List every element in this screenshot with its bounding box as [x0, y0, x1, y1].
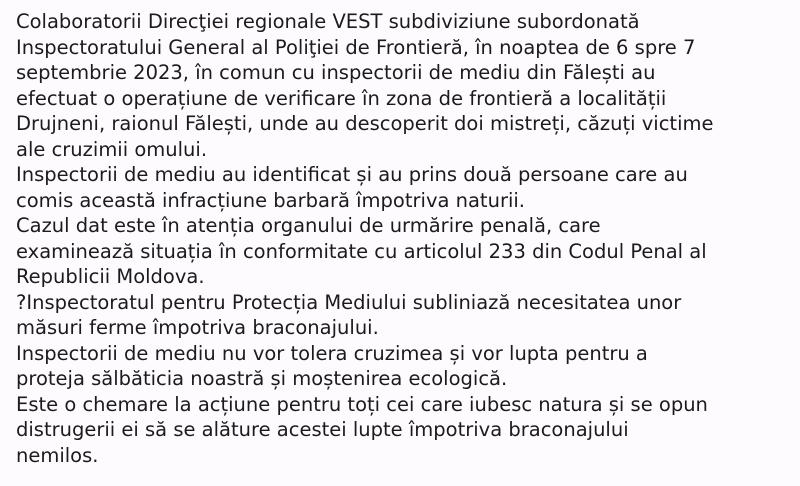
paragraph-inspectorate: ?Inspectoratul pentru Protecția Mediului subliniază necesitatea unor măsuri ferme împotriva braconajului. [16, 290, 682, 339]
paragraph-operation: Colaboratorii Direcţiei regionale VEST subdiviziune subordonată Inspectoratului General al Poliţiei de Frontieră, în noaptea de 6 spre 7 septembrie 2023, în comun cu inspectorii de mediu din Fălești au efectuat o operațiune de verificare în zona de frontieră a localității Drujneni, raionul Fălești, unde au descoperit doi mistreți, căzuți victime ale cruzimii omului. [16, 10, 714, 161]
paragraph-prosecution: Cazul dat este în atenția organului de urmărire penală, care examinează situația în conformitate cu articolul 233 din Codul Penal al Republicii Moldova. [16, 214, 707, 288]
paragraph-identified: Inspectorii de mediu au identificat și au prins două persoane care au comis această infracțiune barbară împotriva naturii. [16, 163, 688, 212]
cut-off-text-line [16, 477, 176, 486]
post-body [16, 9, 796, 468]
paragraph-tolerance: Inspectorii de mediu nu vor tolera cruzimea și vor lupta pentru a proteja sălbăticia noastră și moștenirea ecologică. [16, 341, 648, 390]
paragraph-call-to-action: Este o chemare la acțiune pentru toți cei care iubesc natura și se opun distrugerii ei să se alăture acestei lupte împotriva braconajului nemilos. [16, 392, 708, 467]
